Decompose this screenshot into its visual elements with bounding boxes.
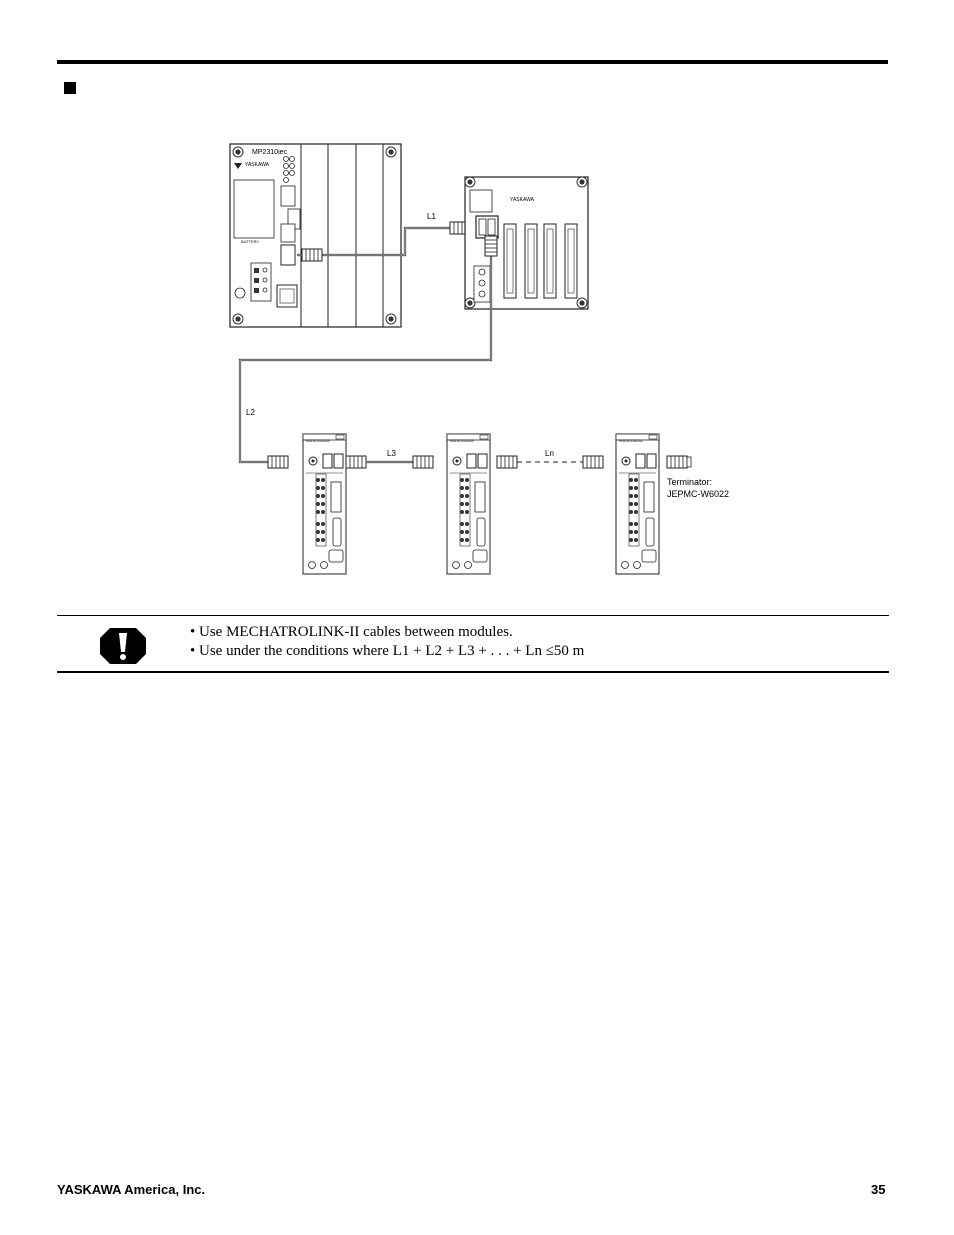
cable-l3	[366, 456, 433, 468]
caution-item: • Use MECHATROLINK-II cables between modules.	[190, 623, 584, 642]
terminator-label: Terminator:	[667, 477, 713, 487]
cable-label-l3: L3	[387, 449, 396, 458]
servo-pack-2	[447, 434, 490, 574]
cable-label-l1: L1	[427, 212, 436, 221]
io-module-brand: YASKAWA	[510, 197, 534, 203]
cable-label-ln: Ln	[545, 449, 554, 458]
warning-octagon-icon	[100, 628, 146, 664]
servo-pack-3-model: SGDS-01A12A	[619, 439, 643, 443]
terminator-part: JEPMC-W6022	[667, 489, 730, 499]
cable-label-l2: L2	[246, 408, 255, 417]
page-number: 35	[871, 1182, 886, 1197]
io-module	[465, 177, 588, 309]
servo-pack-3	[616, 434, 659, 574]
footer-company: YASKAWA America, Inc.	[57, 1182, 206, 1197]
controller-model: MP2310iec	[252, 149, 288, 156]
servo-pack-1-model: SGDS-01A12A	[306, 439, 330, 443]
controller-brand: YASKAWA	[245, 162, 269, 168]
servo-pack-2-model: SGDS-01A12A	[450, 439, 474, 443]
terminator	[667, 456, 691, 468]
controller-unit	[230, 144, 401, 327]
caution-item: • Use under the conditions where L1 + L2 + L3 + . . . + Ln ≤50 m	[190, 642, 584, 661]
servo-pack-1	[303, 434, 346, 574]
battery-label: BATTERY	[241, 239, 260, 244]
caution-list	[190, 623, 584, 661]
